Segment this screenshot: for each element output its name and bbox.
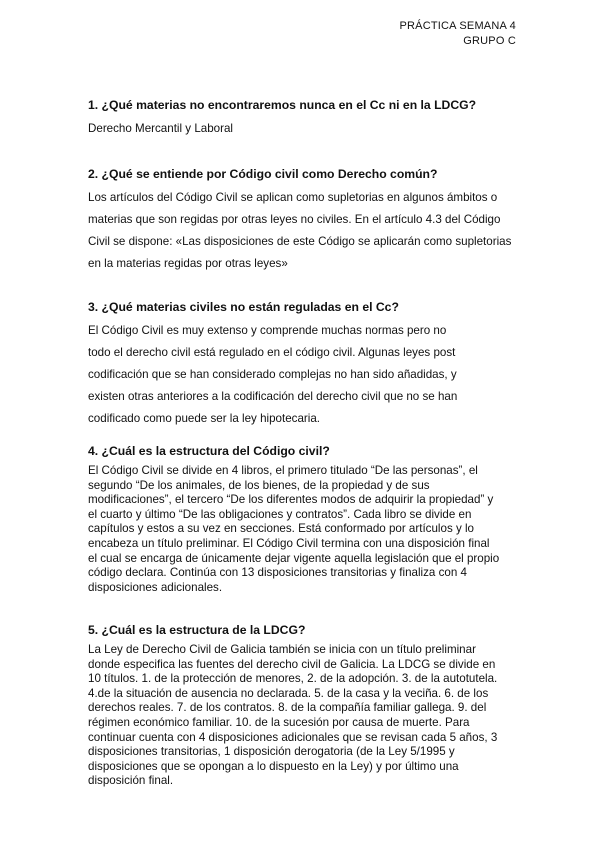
answer-line: 4.de la situación de ausencia no declarada. 5. de la casa y la veciña. 6. de los [88,686,489,700]
answer-line: el cual se encarga de únicamente dejar vigente aquella legislación que el propio [88,551,500,565]
answer-paragraph [88,320,518,430]
answer-line: Derecho Mercantil y Laboral [88,122,233,135]
document-header [400,19,517,49]
question-section-1 [88,97,518,140]
question-section-2 [88,166,518,275]
answer-line: disposición final. [88,774,174,788]
answer-paragraph [88,464,518,595]
answer-line: código declara. Continúa con 13 disposiciones transitorias y finaliza con 4 [88,566,467,580]
answer-line: segundo “De los animales, de los bienes, de la propiedad y de sus [88,478,430,492]
answer-paragraph [88,187,518,275]
answer-line: capítulos y estos a su vez en secciones. Está conformado por artículos y lo [88,522,475,536]
answer-line: existen otras anteriores a la codificación del derecho civil que no se han [88,390,458,403]
question-section-4 [88,443,518,595]
question-title: 4. ¿Cuál es la estructura del Código civil? [88,444,330,458]
answer-line: encabeza un título preliminar. El Código Civil termina con una disposición final [88,536,490,550]
answer-line: régimen económico familiar. 10. de la sucesión por causa de muerte. Para [88,715,470,729]
question-title: 2. ¿Qué se entiende por Código civil como Derecho común? [88,167,438,181]
answer-line: codificado como puede ser la ley hipotecaria. [88,412,321,425]
header-group: GRUPO C [463,35,516,47]
answer-line: disposiciones transitorias, 1 disposición derogatoria (de la Ley 5/1995 y [88,745,455,759]
answer-line: todo el derecho civil está regulado en el código civil. Algunas leyes post [88,346,456,359]
answer-line: Civil se dispone: «Las disposiciones de este Código se aplicarán como supletorias [88,235,512,248]
answer-line: La Ley de Derecho Civil de Galicia también se inicia con un título preliminar [88,643,476,656]
answer-line: El Código Civil se divide en 4 libros, el primero titulado “De las personas”, el [88,464,478,477]
answer-line: disposiciones adicionales. [88,580,223,594]
answer-line: disposiciones que se opongan a lo dispuesto en la Ley) y por último una [88,759,459,773]
answer-line: derechos reales. 7. de los contratos. 8. de la compañía familiar gallega. 9. del [88,701,487,715]
answer-line: codificación que se han considerado complejas no han sido añadidas, y [88,368,457,381]
answer-line: el cuarto y último “De las obligaciones y contratos”. Cada libro se divide en [88,507,472,521]
question-title: 3. ¿Qué materias civiles no están reguladas en el Cc? [88,300,399,314]
answer-line: Los artículos del Código Civil se aplican como supletorias en algunos ámbitos o [88,191,498,204]
answer-line: 10 títulos. 1. de la protección de menores, 2. de la adopción. 3. de la autotutela. [88,672,498,686]
answer-line: modificaciones”, el tercero “De los diferentes modos de adquirir la propiedad” y [88,493,494,507]
question-section-5 [88,622,518,789]
answer-paragraph [88,643,518,789]
question-title: 5. ¿Cuál es la estructura de la LDCG? [88,623,306,637]
answer-line: El Código Civil es muy extenso y comprende muchas normas pero no [88,324,447,337]
answer-paragraph [88,118,518,140]
question-title: 1. ¿Qué materias no encontraremos nunca en el Cc ni en la LDCG? [88,98,477,112]
answer-line: en la materias regidas por otras leyes» [88,257,288,270]
answer-line: materias que son regidas por otras leyes no civiles. En el artículo 4.3 del Código [88,213,501,226]
question-section-3 [88,299,518,430]
answer-line: donde especifica las fuentes del derecho civil de Galicia. La LDCG se divide en [88,657,496,671]
answer-line: continuar cuenta con 4 disposiciones adicionales que se revisan cada 5 años, 3 [88,730,498,744]
header-practice-title: PRÁCTICA SEMANA 4 [399,20,516,32]
